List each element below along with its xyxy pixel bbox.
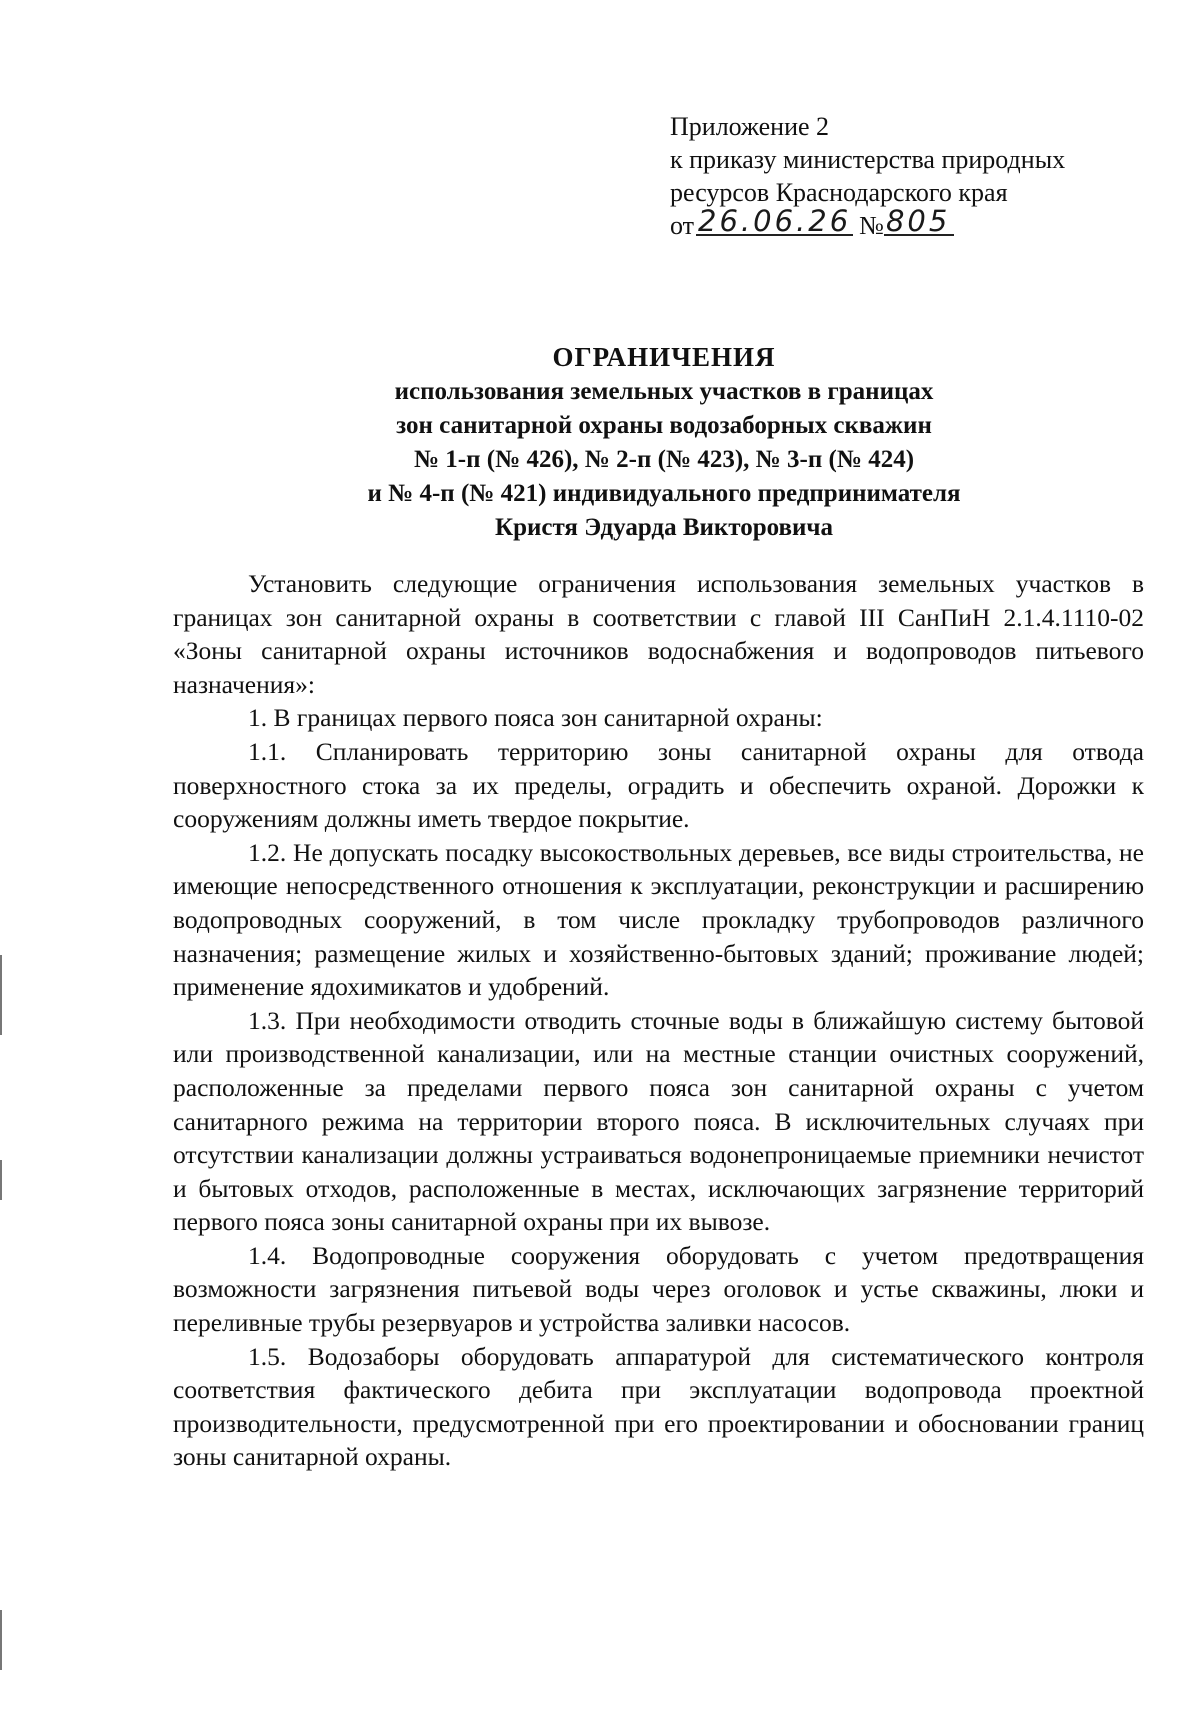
title-line: использования земельных участков в границах [394,378,934,405]
appendix-line: ресурсов Краснодарского края [670,178,1008,207]
document-body [173,567,1144,1474]
title-main: ОГРАНИЧЕНИЯ [552,342,776,372]
handwritten-number: 805 [884,209,954,236]
handwritten-date: 26.06.26 [698,204,852,238]
from-label: от [670,211,695,240]
number-sign: № [859,211,884,240]
body-paragraph: 1.2. Не допускать посадку высокоствольных деревьев, все виды строительства, не имеющие непосредственного отношения к эксплуатации, реконструкции и расширению водопроводных сооружений, в том числе прокладку трубопроводов различного назначения; размещение жилых и хозяйственно-бытовых зданий; проживание людей; применение ядохимикатов и удобрений. [173,837,1144,1002]
scan-edge-mark [0,1160,2,1200]
body-paragraph: 1.4. Водопроводные сооружения оборудовать с учетом предотвращения возможности загрязнения питьевой воды через оголовок и устье скважины, люки и переливные трубы резервуаров и устройства заливки насосов. [173,1240,1144,1338]
appendix-line: к приказу министерства природных [670,145,1066,174]
title-line: Кристя Эдуарда Викторовича [494,514,834,541]
document-title [170,340,1158,545]
order-date-number-line [670,204,1065,242]
body-paragraph: 1.1. Спланировать территорию зоны санитарной охраны для отвода поверхностного стока за их пределы, оградить и обеспечить охраной. Дорожки к сооружениям должны иметь твердое покрытие. [173,736,1144,834]
body-paragraph: 1.5. Водозаборы оборудовать аппаратурой для систематического контроля соответствия фактического дебита при эксплуатации водопровода проектной производительности, предусмотренной при его проектировании и обосновании границ зоны санитарной охраны. [173,1341,1144,1472]
appendix-header [670,110,1065,242]
appendix-line: Приложение 2 [670,112,830,141]
scan-edge-mark [0,1610,2,1670]
title-line: и № 4-п (№ 421) индивидуального предпринимателя [367,480,961,507]
title-line: № 1-п (№ 426), № 2-п (№ 423), № 3-п (№ 424) [413,446,915,473]
body-paragraph: 1. В границах первого пояса зон санитарной охраны: [248,703,823,733]
body-paragraph: 1.3. При необходимости отводить сточные воды в ближайшую систему бытовой или производственной канализации, или на местные станции очистных сооружений, расположенные за пределами первого пояса зон санитарной охраны с учетом санитарного режима на территории второго пояса. В исключительных случаях при отсутствии канализации должны устраиваться водонепроницаемые приемники нечистот и бытовых отходов, расположенные в местах, исключающих загрязнение территорий первого пояса зоны санитарной охраны при их вывозе. [173,1005,1144,1237]
body-paragraph: Установить следующие ограничения использования земельных участков в границах зон санитарной охраны в соответствии с главой III СанПиН 2.1.4.1110-02 «Зоны санитарной охраны источников водоснабжения и водопроводов питьевого назначения»: [173,569,1144,699]
scan-edge-mark [0,955,2,1035]
title-line: зон санитарной охраны водозаборных скважин [396,412,932,439]
